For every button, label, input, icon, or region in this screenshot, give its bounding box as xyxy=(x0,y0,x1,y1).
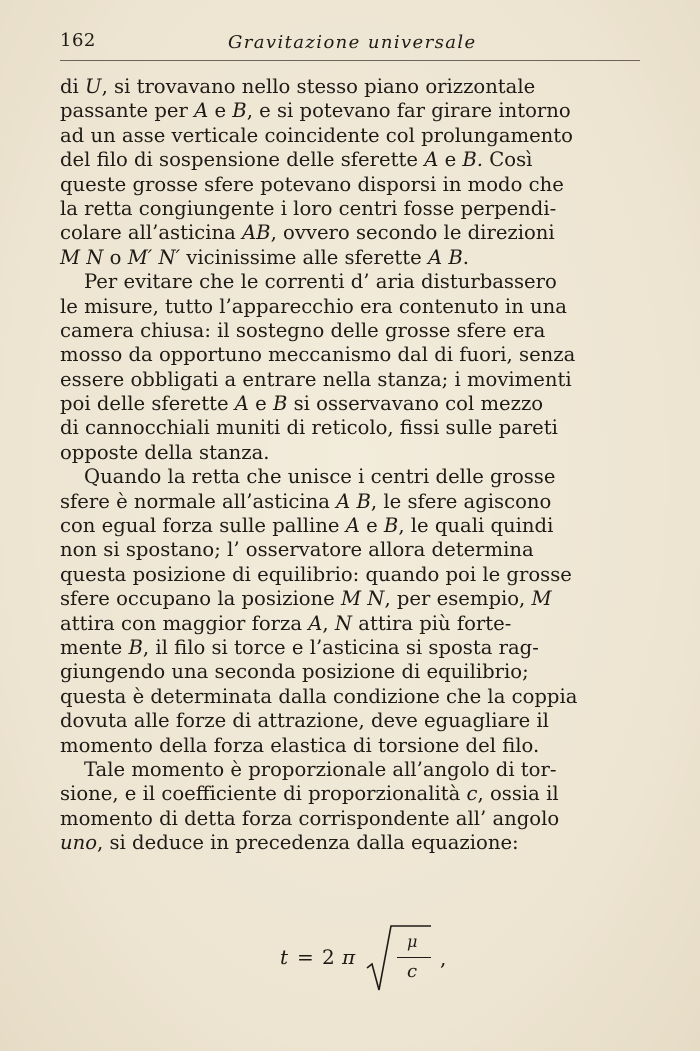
text-line xyxy=(60,685,642,709)
text-run: camera chiusa: il sostegno delle grosse sfere era xyxy=(60,318,546,342)
italic-symbol: N xyxy=(334,611,353,635)
text-run: , e si potevano far girare intorno xyxy=(246,99,571,123)
text-run: di xyxy=(60,75,86,98)
running-title: Gravitazione universale xyxy=(228,32,477,53)
text-run: opposte della stanza. xyxy=(60,440,270,464)
italic-symbol: B xyxy=(232,99,247,123)
text-run: e xyxy=(248,392,273,416)
text-line xyxy=(60,173,642,197)
text-line xyxy=(60,514,642,538)
text-run: momento della forza elastica di torsione del filo. xyxy=(60,733,540,757)
text-run: e xyxy=(359,514,384,538)
torsion-formula xyxy=(270,915,470,995)
text-run: giungendo una seconda posizione di equilibrio; xyxy=(60,660,529,684)
text-run: Quando la retta che unisce i centri delle grosse xyxy=(84,465,556,489)
text-run: sione, e il coefficiente di proporzionalità xyxy=(60,782,467,806)
text-line xyxy=(60,221,642,245)
page-number: 162 xyxy=(60,30,96,51)
italic-symbol: A B xyxy=(336,489,371,513)
italic-symbol: A xyxy=(424,148,439,172)
italic-symbol: c xyxy=(466,782,478,806)
page-header xyxy=(60,30,640,60)
text-run: dovuta alle forze di attrazione, deve eguagliare il xyxy=(60,709,549,733)
italic-symbol: A xyxy=(194,99,209,123)
text-run: la retta congiungente i loro centri fosse perpendi- xyxy=(60,196,557,220)
italic-symbol: B xyxy=(383,514,399,538)
text-run: , si trovavano nello stesso piano orizzontale xyxy=(101,75,536,98)
text-run: e xyxy=(208,99,233,123)
text-line xyxy=(60,99,642,123)
text-run: , si deduce in precedenza dalla equazione: xyxy=(97,831,519,855)
square-root-sign xyxy=(365,920,435,992)
text-run: vicinissime alle sferette xyxy=(180,245,428,269)
italic-symbol: B. xyxy=(462,148,484,172)
text-run: questa posizione di equilibrio: quando poi le grosse xyxy=(60,562,572,586)
text-run: ad un asse verticale coincidente col prolungamento xyxy=(60,123,573,147)
text-run: e xyxy=(438,148,463,172)
text-line xyxy=(60,246,642,270)
text-run: Per evitare che le correnti d’ aria disturbassero xyxy=(84,270,557,294)
italic-symbol: AB xyxy=(242,221,271,245)
formula-pi: π xyxy=(342,945,356,969)
text-run: , il filo si torce e l’asticina si sposta rag- xyxy=(142,635,539,659)
text-line xyxy=(60,782,642,806)
text-run: Tale momento è proporzionale all’angolo di tor- xyxy=(84,757,557,781)
formula-comma: , xyxy=(440,946,447,970)
text-line xyxy=(60,465,642,489)
formula-lhs: t xyxy=(280,945,289,969)
formula-denominator: c xyxy=(407,961,418,982)
text-run: poi delle sferette xyxy=(60,392,235,416)
text-run: . xyxy=(462,245,470,269)
italic-symbol: B xyxy=(272,392,288,416)
formula-coefficient: 2 xyxy=(322,945,335,969)
italic-symbol: M N xyxy=(341,587,385,611)
text-run: momento di detta forza corrispondente all’ angolo xyxy=(60,806,560,830)
text-line xyxy=(60,343,642,367)
paragraph xyxy=(60,270,642,465)
header-rule xyxy=(60,60,640,61)
text-run: attira con maggior forza xyxy=(60,611,309,635)
fraction-bar xyxy=(397,957,431,958)
text-line xyxy=(60,441,642,465)
body-text xyxy=(60,75,642,856)
text-run: sfere occupano la posizione xyxy=(60,587,341,611)
text-line xyxy=(60,295,642,319)
paragraph xyxy=(60,758,642,856)
text-line xyxy=(60,392,642,416)
italic-symbol: M′ N′ xyxy=(127,245,181,269)
text-run: o xyxy=(103,245,128,269)
text-run: , ovvero secondo le direzioni xyxy=(270,221,555,245)
text-line xyxy=(60,368,642,392)
text-run: , per esempio, xyxy=(384,587,532,611)
text-line xyxy=(60,660,642,684)
paragraph xyxy=(60,75,642,270)
italic-symbol: A xyxy=(308,611,323,635)
italic-symbol: M N xyxy=(60,245,104,269)
italic-symbol: uno xyxy=(60,831,98,855)
text-line xyxy=(60,490,642,514)
italic-symbol: A xyxy=(234,392,249,416)
text-run: colare all’asticina xyxy=(60,221,242,245)
text-run: , le sfere agiscono xyxy=(370,489,552,513)
text-line xyxy=(60,612,642,636)
formula-numerator: μ xyxy=(407,932,418,951)
text-run: , ossia il xyxy=(477,782,559,806)
text-line xyxy=(60,807,642,831)
italic-symbol: A xyxy=(345,514,360,538)
text-run: queste grosse sfere potevano disporsi in modo che xyxy=(60,172,564,196)
paragraph xyxy=(60,465,642,758)
italic-symbol: M xyxy=(531,587,552,611)
italic-symbol: U xyxy=(85,75,102,98)
text-run: del filo di sospensione delle sferette xyxy=(60,148,425,172)
text-line xyxy=(60,124,642,148)
text-run: essere obbligati a entrare nella stanza; i movimenti xyxy=(60,367,572,391)
text-run: mente xyxy=(60,635,129,659)
text-run: Così xyxy=(483,148,533,172)
text-run: le misure, tutto l’apparecchio era contenuto in una xyxy=(60,294,567,318)
text-run: , le quali quindi xyxy=(398,514,554,538)
text-run: non si spostano; l’ osservatore allora determina xyxy=(60,538,534,562)
text-run: , xyxy=(322,611,335,635)
text-line xyxy=(60,709,642,733)
text-line xyxy=(60,148,642,172)
text-run: mosso da opportuno meccanismo dal di fuori, senza xyxy=(60,343,576,367)
formula-equals: = xyxy=(297,945,314,969)
text-line xyxy=(60,270,642,294)
text-line xyxy=(60,319,642,343)
text-line xyxy=(60,197,642,221)
text-line xyxy=(60,75,642,99)
text-line xyxy=(60,563,642,587)
text-line xyxy=(60,538,642,562)
italic-symbol: B xyxy=(128,635,143,659)
text-run: attira più forte- xyxy=(352,611,512,635)
text-line xyxy=(60,831,642,855)
text-line xyxy=(60,636,642,660)
text-line xyxy=(60,734,642,758)
text-run: sfere è normale all’asticina xyxy=(60,489,337,513)
text-run: questa è determinata dalla condizione che la coppia xyxy=(60,684,578,708)
text-run: si osservavano col mezzo xyxy=(287,392,544,416)
text-line xyxy=(60,416,642,440)
text-line xyxy=(60,587,642,611)
italic-symbol: A B xyxy=(428,245,463,269)
text-run: di cannocchiali muniti di reticolo, fissi sulle pareti xyxy=(60,416,558,440)
text-line xyxy=(60,758,642,782)
text-run: con egual forza sulle palline xyxy=(60,514,346,538)
text-run: passante per xyxy=(60,99,195,123)
